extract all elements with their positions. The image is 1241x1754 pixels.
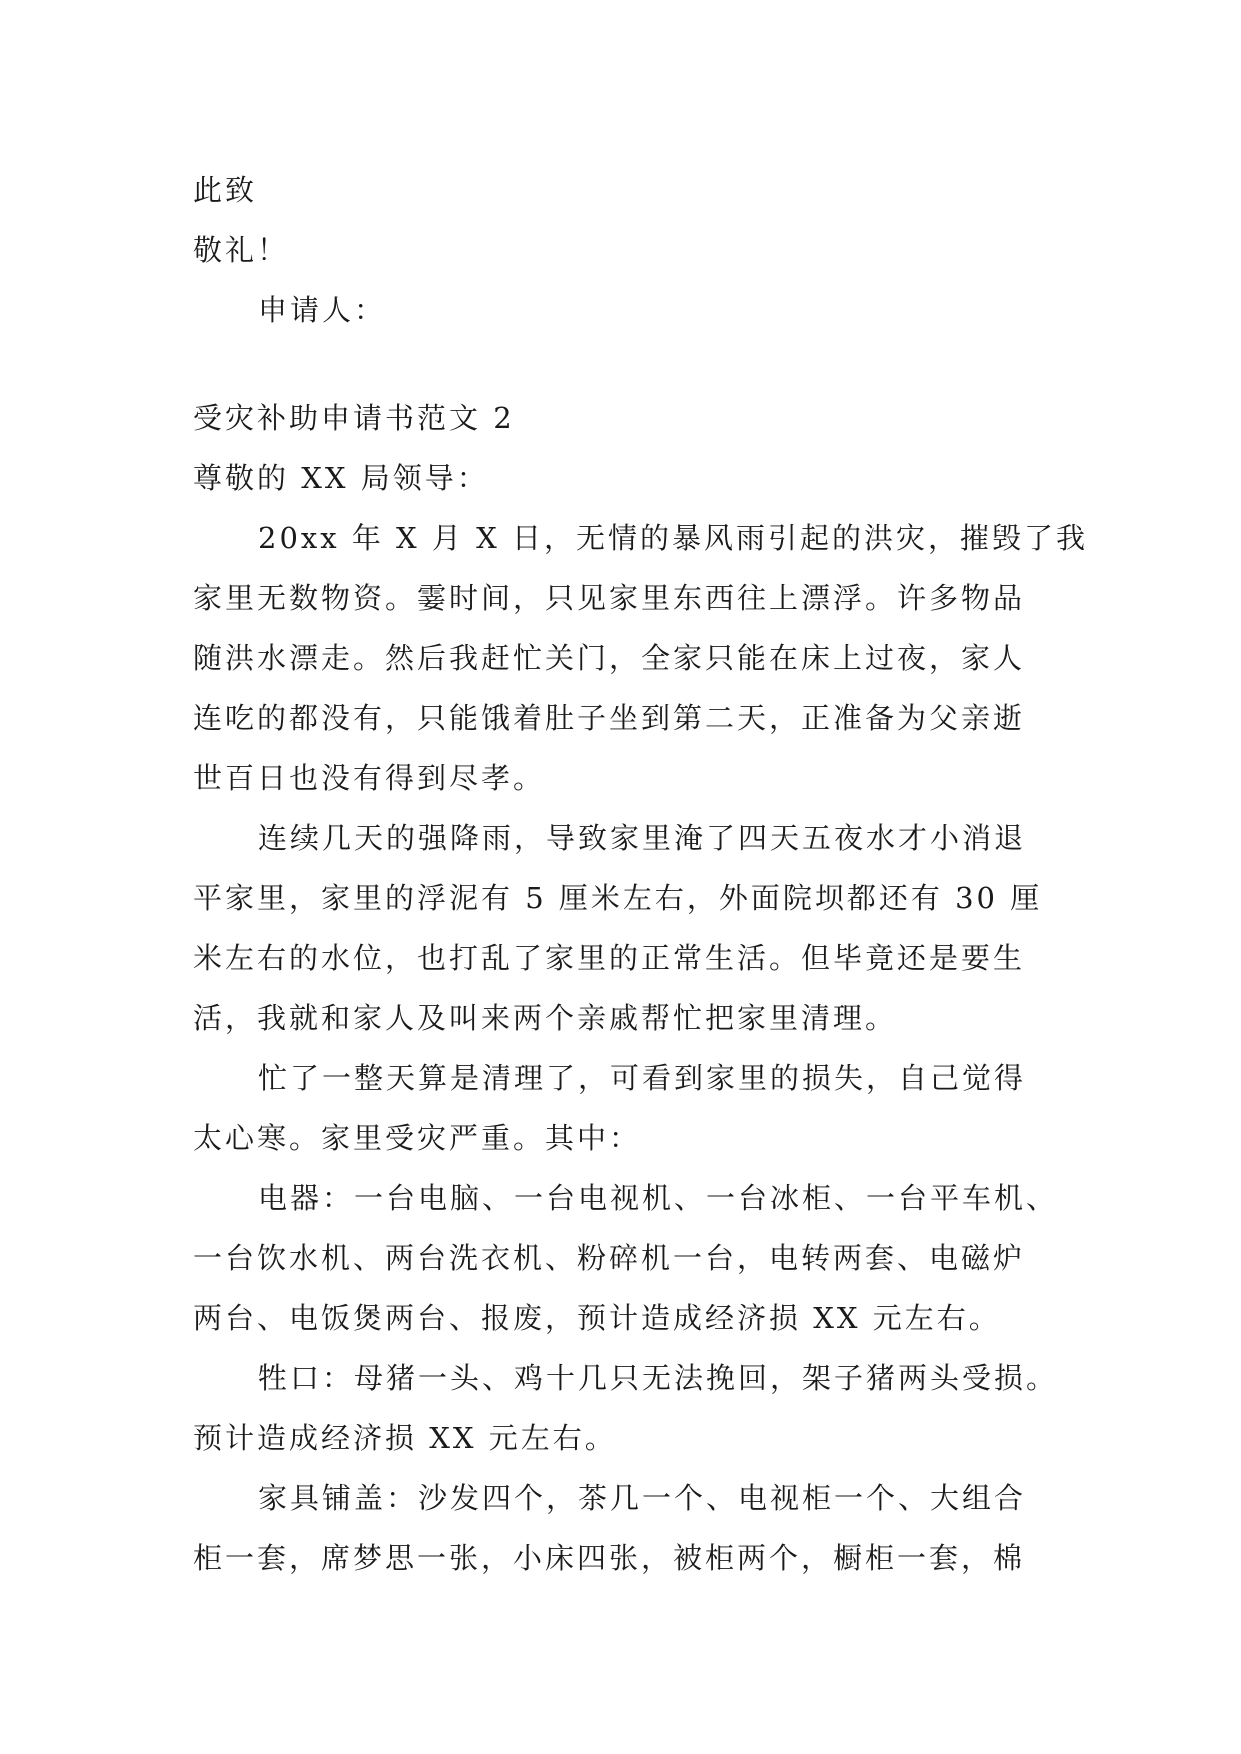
paragraph-line: 家里无数物资。霎时间，只见家里东西往上漂浮。许多物品	[193, 581, 1026, 615]
paragraph-line: 牲口：母猪一头、鸡十几只无法挽回，架子猪两头受损。	[258, 1361, 1059, 1395]
paragraph-1	[193, 508, 1088, 808]
document-page	[193, 160, 1088, 1588]
paragraph-line: 连续几天的强降雨，导致家里淹了四天五夜水才小消退	[258, 821, 1027, 855]
paragraph-line: 预计造成经济损 XX 元左右。	[193, 1421, 617, 1455]
applicant-label: 申请人：	[258, 293, 387, 327]
paragraph-line: 世百日也没有得到尽孝。	[193, 761, 546, 795]
closing-line-1: 此致	[193, 173, 258, 207]
salutation: 尊敬的 XX 局领导：	[193, 461, 489, 495]
paragraph-line: 忙了一整天算是清理了，可看到家里的损失，自己觉得	[258, 1061, 1027, 1095]
closing-line-2: 敬礼！	[193, 233, 290, 267]
paragraph-line: 20xx 年 X 月 X 日，无情的暴风雨引起的洪灾，摧毁了我	[258, 521, 1088, 555]
paragraph-appliances	[193, 1168, 1059, 1348]
paragraph-line: 太心寒。家里受灾严重。其中：	[193, 1121, 642, 1155]
paragraph-line: 连吃的都没有，只能饿着肚子坐到第二天，正准备为父亲逝	[193, 701, 1026, 735]
paragraph-line: 柜一套，席梦思一张，小床四张，被柜两个，橱柜一套，棉	[193, 1541, 1026, 1575]
section-gap	[193, 340, 1053, 388]
paragraph-line: 两台、电饭煲两台、报废，预计造成经济损 XX 元左右。	[193, 1301, 1001, 1335]
paragraph-line: 电器：一台电脑、一台电视机、一台冰柜、一台平车机、	[258, 1181, 1059, 1215]
paragraph-2	[193, 808, 1053, 1048]
paragraph-line: 随洪水漂走。然后我赶忙关门，全家只能在床上过夜，家人	[193, 641, 1026, 675]
paragraph-line: 一台饮水机、两台洗衣机、粉碎机一台，电转两套、电磁炉	[193, 1241, 1026, 1275]
paragraph-line: 平家里，家里的浮泥有 5 厘米左右，外面院坝都还有 30 厘	[193, 881, 1043, 915]
paragraph-line: 米左右的水位，也打乱了家里的正常生活。但毕竟还是要生	[193, 941, 1026, 975]
document-title: 受灾补助申请书范文 2	[193, 401, 515, 435]
paragraph-furniture	[193, 1468, 1053, 1588]
paragraph-line: 家具铺盖：沙发四个，茶几一个、电视柜一个、大组合	[258, 1481, 1027, 1515]
paragraph-line: 活，我就和家人及叫来两个亲戚帮忙把家里清理。	[193, 1001, 898, 1035]
paragraph-livestock	[193, 1348, 1059, 1468]
paragraph-3	[193, 1048, 1053, 1168]
